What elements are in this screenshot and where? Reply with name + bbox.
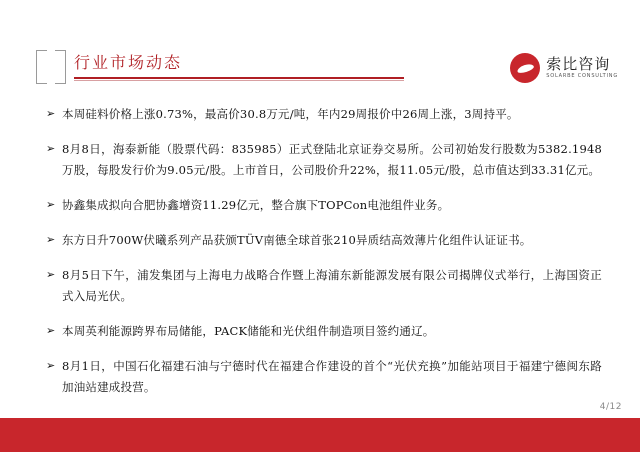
list-item-text: 协鑫集成拟向合肥协鑫增资11.29亿元，整合旗下TOPCon电池组件业务。	[62, 198, 450, 212]
list-item	[46, 356, 602, 398]
logo-mark-icon	[510, 53, 540, 83]
list-item-text: 8月8日，海泰新能（股票代码：835985）正式登陆北京证券交易所。公司初始发行股数为5382.1948万股，每股发行价为9.05元/股。上市首日，公司股价升22%，报11.05元/股，总市值达到33.31亿元。	[62, 142, 602, 177]
slide-header	[0, 22, 640, 80]
bracket-decoration-icon	[36, 50, 66, 84]
logo-text	[546, 54, 618, 80]
bullet-marker-icon: ➢	[46, 268, 56, 281]
list-item-text: 8月1日，中国石化福建石油与宁德时代在福建合作建设的首个“光伏充换”加能站项目于福建宁德闽东路加油站建成投营。	[62, 359, 602, 394]
company-logo	[510, 48, 618, 88]
bullet-marker-icon: ➢	[46, 324, 56, 337]
footer-bar	[0, 418, 640, 452]
list-item	[46, 104, 602, 125]
bullet-list	[46, 104, 602, 412]
list-item-text: 8月5日下午，浦发集团与上海电力战略合作暨上海浦东新能源发展有限公司揭牌仪式举行，上海国资正式入局光伏。	[62, 268, 602, 303]
bullet-marker-icon: ➢	[46, 233, 56, 246]
bullet-marker-icon: ➢	[46, 198, 56, 211]
list-item	[46, 321, 602, 342]
title-underline-thin	[74, 80, 404, 81]
page-title: 行业市场动态	[74, 53, 183, 72]
bracket-right-icon	[55, 50, 66, 84]
bracket-left-icon	[36, 50, 47, 84]
list-item	[46, 139, 602, 181]
list-item	[46, 230, 602, 251]
list-item	[46, 265, 602, 307]
list-item-text: 本周英利能源跨界布局储能，PACK储能和光伏组件制造项目签约通辽。	[62, 324, 435, 338]
logo-name-cn: 索比咨询	[546, 54, 611, 73]
bullet-marker-icon: ➢	[46, 359, 56, 372]
list-item	[46, 195, 602, 216]
bullet-marker-icon: ➢	[46, 107, 56, 120]
logo-name-en: SOLARBE CONSULTING	[546, 73, 618, 80]
page-title-block	[74, 52, 404, 81]
page-number: 4/12	[599, 402, 622, 412]
title-underline	[74, 77, 404, 79]
bullet-marker-icon: ➢	[46, 142, 56, 155]
list-item-text: 本周硅料价格上涨0.73%，最高价30.8万元/吨，年内29周报价中26周上涨，3周持平。	[62, 107, 519, 121]
list-item-text: 东方日升700W伏曦系列产品获颁TÜV南德全球首张210异质结高效薄片化组件认证证书。	[62, 233, 532, 247]
